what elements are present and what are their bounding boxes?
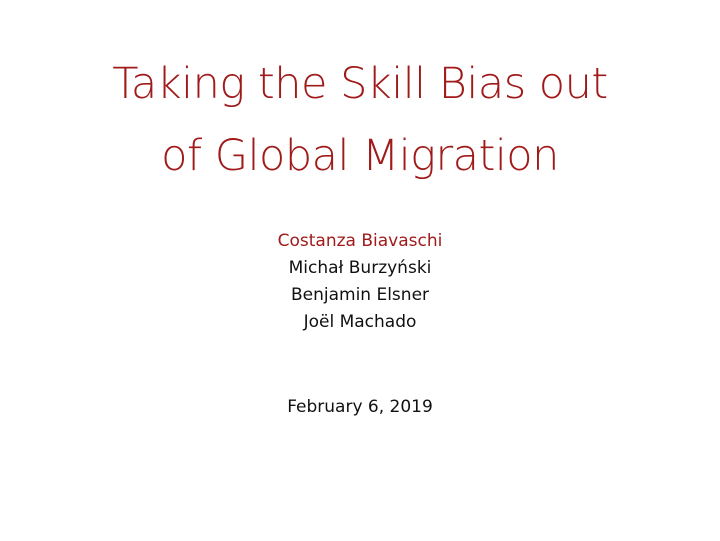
presentation-date: February 6, 2019 [287,397,433,417]
title-line-2: of Global Migration [161,131,559,181]
author-presenter: Costanza Biavaschi [277,231,443,251]
title-line-1: Taking the Skill Bias out [112,59,608,109]
author-3: Benjamin Elsner [290,285,430,305]
author-list [0,228,720,336]
author-2: Michał Burzyński [288,258,432,278]
author-4: Joël Machado [303,312,417,332]
slide-title [0,48,720,192]
